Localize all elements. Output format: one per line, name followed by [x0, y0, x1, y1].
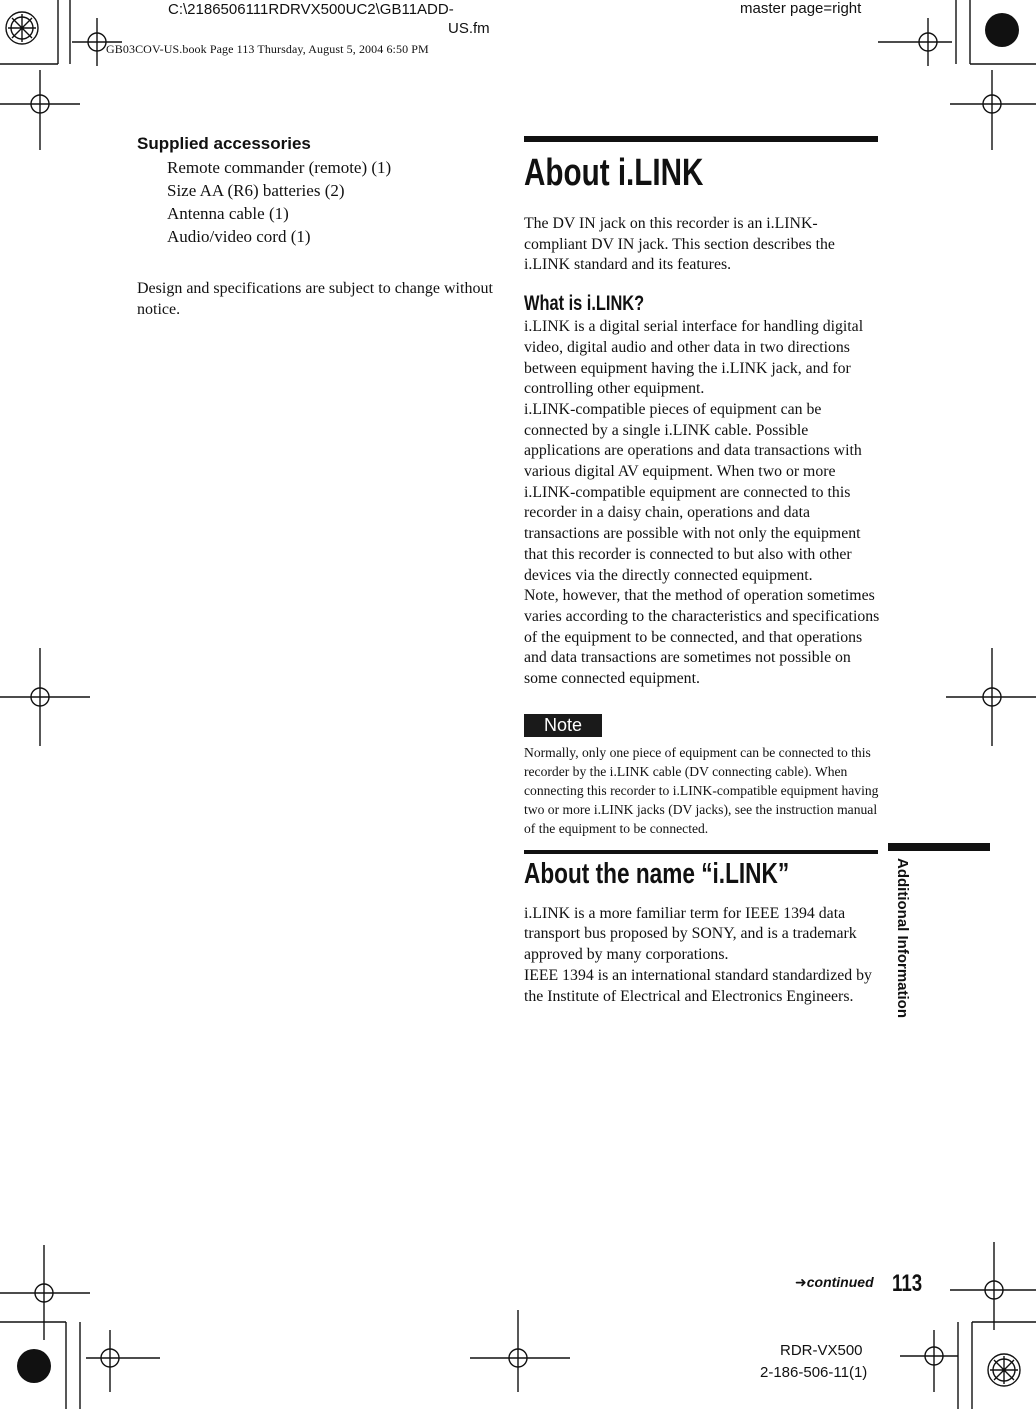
section-rule: [524, 850, 878, 854]
right-column: [524, 136, 880, 1007]
part-code: 2-186-506-11(1): [760, 1364, 868, 1381]
paragraph: i.LINK-compatible pieces of equipment can be connected by a single i.LINK cable. Possible applications are operations and data transactions with various digital AV equipment. When two or more i.LINK-compatible equipment are connected to this recorder in a daisy chain, operations and data transactions are possible with not only the equipment that this recorder is connected to but also with other devices via the directly connected equipment.: [524, 400, 862, 584]
list-item: Audio/video cord (1): [167, 227, 311, 246]
note-label: Note: [524, 714, 602, 737]
section-title: About i.LINK: [524, 152, 704, 194]
paragraph: IEEE 1394 is an international standard standardized by the Institute of Electrical and Electronics Engineers.: [524, 966, 872, 1005]
accessories-title: Supplied accessories: [137, 134, 311, 153]
intro-paragraph: The DV IN jack on this recorder is an i.LINK-compliant DV IN jack. This section describes the i.LINK standard and its features.: [524, 215, 835, 274]
master-page-label: master page=right: [740, 0, 862, 17]
list-item: Size AA (R6) batteries (2): [167, 181, 345, 200]
design-note: Design and specifications are subject to change without notice.: [137, 280, 493, 318]
list-item: Antenna cable (1): [167, 204, 289, 223]
page-number: 113: [892, 1270, 923, 1297]
side-tab-text: Additional Information: [894, 858, 911, 1018]
model-number: RDR-VX500: [780, 1342, 863, 1359]
side-tab-label: [893, 858, 911, 1018]
paragraph: i.LINK is a digital serial interface for handling digital video, digital audio and other data in two directions between equipment having the i.LINK jack, and for controlling other equipment.: [524, 318, 864, 398]
file-path: [168, 0, 490, 38]
file-path-line2: US.fm: [448, 20, 490, 37]
section-title: About the name “i.LINK”: [524, 857, 790, 890]
paragraph: Note, however, that the method of operation sometimes varies according to the characteristics and specifications of the equipment to be connected, and that operations and data transactions are sometimes not possible on some connected equipment.: [524, 587, 880, 688]
accessories-list: [137, 156, 497, 248]
paragraph: i.LINK is a more familiar term for IEEE 1394 data transport bus proposed by SONY, and is a trademark approved by many corporations.: [524, 904, 857, 964]
arrow-right-icon: ➜: [795, 1274, 807, 1290]
book-info: GB03COV-US.book Page 113 Thursday, August 5, 2004 6:50 PM: [106, 42, 429, 56]
continued-label: ➜continued: [795, 1274, 874, 1290]
section-rule: [524, 136, 878, 142]
subsection-title: What is i.LINK?: [524, 292, 645, 316]
file-path-line1: C:\2186506111RDRVX500UC2\GB11ADD-: [168, 1, 454, 18]
left-column: [137, 134, 497, 336]
side-tab-bar: [888, 843, 990, 851]
list-item: Remote commander (remote) (1): [167, 158, 392, 177]
note-text: Normally, only one piece of equipment can be connected to this recorder by the i.LINK cable (DV connecting cable). When connecting this recorder to i.LINK-compatible equipment having two or more i.LINK jacks (DV jacks), see the instruction manual of the equipment to be connected.: [524, 744, 879, 836]
